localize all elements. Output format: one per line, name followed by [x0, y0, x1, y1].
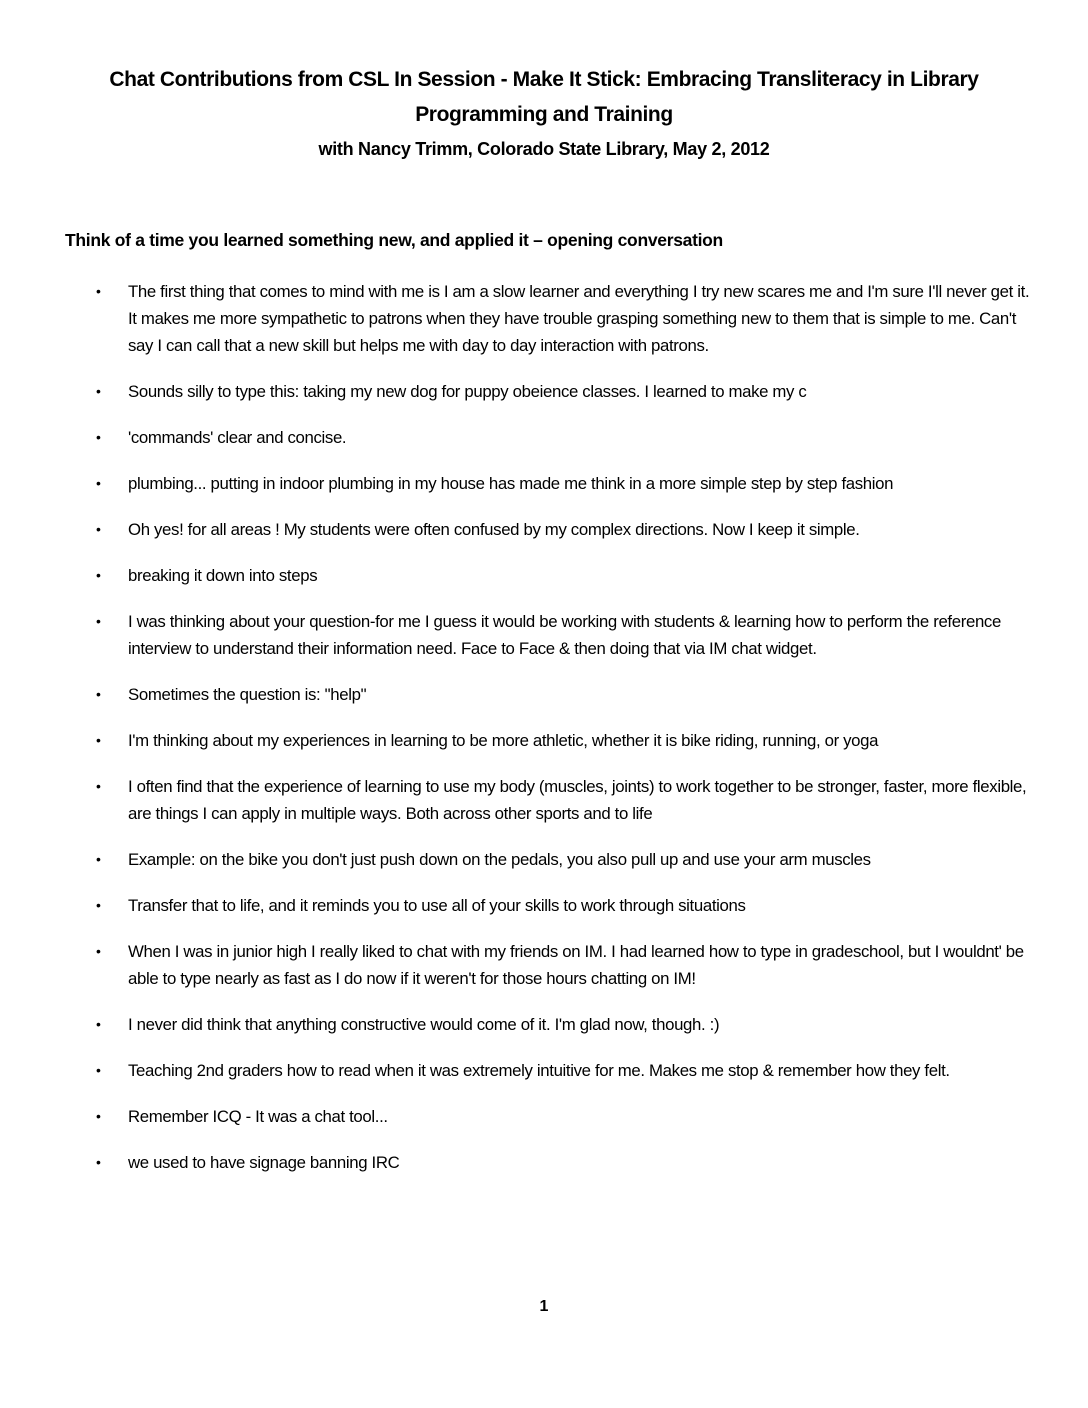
page-number: 1 — [539, 1298, 549, 1315]
list-item — [0, 562, 1088, 589]
list-item-text: I was thinking about your question-for me I guess it would be working with students & learning how to perform the reference interview to understand their information need. Face to Face & then doing that via IM chat widget. — [128, 612, 1001, 658]
list-item-text: 'commands' clear and concise. — [128, 428, 347, 447]
document-title-line-1: Chat Contributions from CSL In Session - Make It Stick: Embracing Transliteracy in Library — [109, 68, 979, 91]
bullet-icon: • — [96, 1154, 101, 1170]
list-item-text: plumbing... putting in indoor plumbing in my house has made me think in a more simple step by step fashion — [128, 474, 894, 493]
list-item-text: Example: on the bike you don't just push down on the pedals, you also pull up and use your arm muscles — [128, 850, 871, 869]
bullet-icon: • — [96, 613, 101, 629]
list-item — [0, 278, 1088, 359]
list-item — [0, 470, 1088, 497]
bullet-icon: • — [96, 778, 101, 794]
list-item-text: Remember ICQ - It was a chat tool... — [128, 1107, 388, 1126]
title-block — [60, 62, 1028, 164]
chat-contribution-list — [0, 278, 1088, 1195]
list-item — [0, 773, 1088, 827]
list-item-text: I'm thinking about my experiences in learning to be more athletic, whether it is bike riding, running, or yoga — [128, 731, 879, 750]
list-item-text: I often find that the experience of learning to use my body (muscles, joints) to work together to be stronger, faster, more flexible, are things I can apply in multiple ways. Both across other sports and to life — [128, 777, 1027, 823]
list-item — [0, 1057, 1088, 1084]
bullet-icon: • — [96, 567, 101, 583]
bullet-icon: • — [96, 1062, 101, 1078]
bullet-icon: • — [96, 943, 101, 959]
list-item — [0, 938, 1088, 992]
list-item — [0, 1149, 1088, 1176]
list-item-text: Oh yes! for all areas ! My students were often confused by my complex directions. Now I keep it simple. — [128, 520, 860, 539]
list-item — [0, 378, 1088, 405]
bullet-icon: • — [96, 475, 101, 491]
bullet-icon: • — [96, 429, 101, 445]
bullet-icon: • — [96, 1108, 101, 1124]
list-item-text: we used to have signage banning IRC — [128, 1153, 400, 1172]
document-subtitle: with Nancy Trimm, Colorado State Library, May 2, 2012 — [318, 139, 770, 159]
bullet-icon: • — [96, 851, 101, 867]
list-item — [0, 727, 1088, 754]
bullet-icon: • — [96, 686, 101, 702]
section-heading: Think of a time you learned something new, and applied it – opening conversation — [65, 230, 723, 250]
list-item — [0, 1011, 1088, 1038]
bullet-icon: • — [96, 1016, 101, 1032]
list-item-text: Transfer that to life, and it reminds you to use all of your skills to work through situations — [128, 896, 746, 915]
bullet-icon: • — [96, 732, 101, 748]
list-item — [0, 608, 1088, 662]
bullet-icon: • — [96, 383, 101, 399]
bullet-icon: • — [96, 897, 101, 913]
list-item-text: I never did think that anything constructive would come of it. I'm glad now, though. :) — [128, 1015, 720, 1034]
list-item-text: Teaching 2nd graders how to read when it was extremely intuitive for me. Makes me stop & remember how they felt. — [128, 1061, 950, 1080]
bullet-icon: • — [96, 521, 101, 537]
list-item — [0, 892, 1088, 919]
list-item — [0, 516, 1088, 543]
list-item-text: The first thing that comes to mind with me is I am a slow learner and everything I try new scares me and I'm sure I'll never get it. It makes me more sympathetic to patrons when they have trouble grasping something new to them that is simple to me. Can't say I can call that a new skill but helps me with day to day interaction with patrons. — [128, 282, 1030, 355]
list-item — [0, 846, 1088, 873]
list-item-text: Sounds silly to type this: taking my new dog for puppy obeience classes. I learned to make my c — [128, 382, 807, 401]
bullet-icon: • — [96, 283, 101, 299]
list-item-text: When I was in junior high I really liked to chat with my friends on IM. I had learned how to type in gradeschool, but I wouldnt' be able to type nearly as fast as I do now if it weren't for those hours chatting on IM! — [128, 942, 1024, 988]
list-item — [0, 681, 1088, 708]
list-item — [0, 1103, 1088, 1130]
document-title-line-2: Programming and Training — [415, 103, 673, 126]
list-item-text: breaking it down into steps — [128, 566, 318, 585]
list-item-text: Sometimes the question is: "help" — [128, 685, 367, 704]
list-item — [0, 424, 1088, 451]
